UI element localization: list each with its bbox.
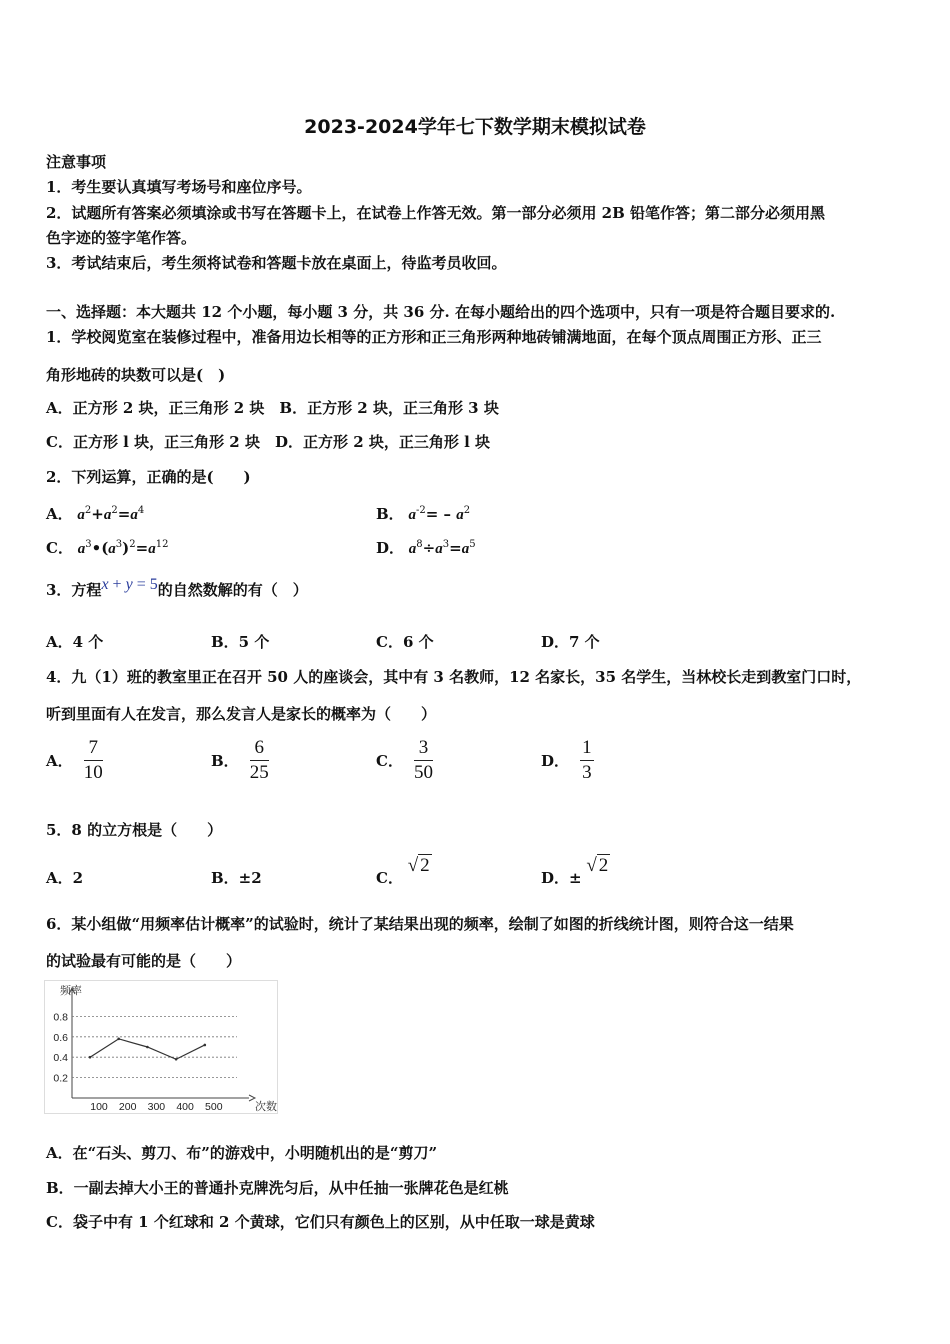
q4-a-label: A． <box>46 752 73 770</box>
chart-data-point <box>117 1038 120 1041</box>
q4-stem-1: 4．九（1）班的教室里正在召开 50 人的座谈会，其中有 3 名教师，12 名家长，35 名学生，当林校长走到教室门口时， <box>46 668 862 686</box>
q3-option-d: D．7 个 <box>541 633 600 651</box>
q2-b-expr: $a^{-2}= - a^2$ <box>408 505 471 523</box>
q2-d-expr: $a^8\div a^3=a^5$ <box>408 539 476 557</box>
q3-option-b: B．5 个 <box>211 633 270 651</box>
q5-option-b: B．±2 <box>211 869 262 887</box>
q4-a-fraction: $\frac{7}{10}$ <box>83 737 103 783</box>
page-title: 2023-2024学年七下数学期末模拟试卷 <box>304 116 646 138</box>
q4-d-fraction: $\frac{1}{3}$ <box>582 737 592 783</box>
q2-option-b <box>376 501 470 525</box>
chart-x-tick: 400 <box>176 1101 194 1113</box>
q4-b-fraction: $\frac{6}{25}$ <box>249 737 269 783</box>
chart-x-tick: 200 <box>118 1101 137 1113</box>
chart-x-label: 次数 <box>255 1101 277 1113</box>
q6-option-a: A．在“石头、剪刀、布”的游戏中，小明随机出的是“剪刀” <box>46 1144 438 1162</box>
frequency-line-chart <box>44 980 278 1114</box>
q3-prefix: 3．方程 <box>46 581 102 599</box>
q5-option-a: A．2 <box>46 869 84 887</box>
q6-option-b: B．一副去掉大小王的普通扑克牌洗匀后，从中任抽一张牌花色是红桃 <box>46 1179 509 1197</box>
chart-x-tick: 500 <box>205 1101 223 1113</box>
chart-y-label: 频率 <box>60 985 82 997</box>
q4-stem-2: 听到里面有人在发言，那么发言人是家长的概率为（ ） <box>46 705 437 723</box>
q4-c-fraction: $\frac{3}{50}$ <box>414 737 434 783</box>
notice-item-3: 3．考试结束后，考生须将试卷和答题卡放在桌面上，待监考员收回。 <box>46 254 507 272</box>
q5-option-d <box>541 855 610 887</box>
q2-a-expr: $a^2+a^2=a^4$ <box>77 505 145 523</box>
q6-stem-2: 的试验最有可能的是（ ） <box>46 952 242 970</box>
chart-data-point <box>204 1044 207 1047</box>
q3-option-a: A．4 个 <box>46 633 104 651</box>
q2-c-expr: $a^3•(a^3)^2=a^{12}$ <box>77 539 169 557</box>
chart-x-tick: 300 <box>147 1101 166 1113</box>
q1-stem-2: 角形地砖的块数可以是( ) <box>46 366 226 384</box>
chart-y-tick: 0.4 <box>53 1052 68 1065</box>
q5-d-label: D．± <box>541 869 582 887</box>
notice-item-2-cont: 色字迹的签字笔作答。 <box>46 229 197 247</box>
chart-data-point <box>175 1058 178 1061</box>
notice-item-1: 1．考生要认真填写考场号和座位序号。 <box>46 178 312 196</box>
q2-option-d <box>376 535 476 559</box>
q4-option-b <box>211 737 269 784</box>
chart-data-point <box>89 1056 92 1059</box>
section-heading: 一、选择题：本大题共 12 个小题，每小题 3 分，共 36 分. 在每小题给出的四个选项中，只有一项是符合题目要求的. <box>46 303 836 321</box>
q5-c-label: C． <box>376 869 403 887</box>
q5-c-sqrt: √ 2 <box>407 855 430 876</box>
chart-x-tick: 100 <box>90 1101 108 1113</box>
q1-options-1: A．正方形 2 块，正三角形 2 块 B．正方形 2 块，正三角形 3 块 <box>46 399 499 417</box>
q5-d-sqrt: √ 2 <box>586 855 609 876</box>
q3-stem <box>46 576 308 601</box>
q2-d-label: D． <box>376 539 405 557</box>
q3-suffix: 的自然数解的有（ ） <box>157 581 308 599</box>
q6-option-c: C．袋子中有 1 个红球和 2 个黄球，它们只有颜色上的区别，从中任取一球是黄球 <box>46 1213 595 1231</box>
q2-stem: 2．下列运算，正确的是( ) <box>46 468 251 486</box>
q4-option-a <box>46 737 103 784</box>
q4-b-label: B． <box>211 752 239 770</box>
notice-heading: 注意事项 <box>46 153 107 171</box>
q3-equation: x + y = 5 <box>101 576 158 593</box>
notice-item-2: 2．试题所有答案必须填涂或书写在答题卡上，在试卷上作答无效。第一部分必须用 2B 铅笔作答；第二部分必须用黑 <box>46 204 826 222</box>
chart-y-tick: 0.8 <box>53 1011 68 1024</box>
q2-c-label: C． <box>46 539 73 557</box>
q3-option-c: C．6 个 <box>376 633 434 651</box>
chart-data-point <box>146 1046 149 1049</box>
chart-y-tick: 0.6 <box>53 1031 68 1044</box>
q2-option-a <box>46 501 144 525</box>
q4-d-label: D． <box>541 752 570 770</box>
q2-a-label: A． <box>46 505 73 523</box>
q1-stem-1: 1．学校阅览室在装修过程中，准备用边长相等的正方形和正三角形两种地砖铺满地面，在每个顶点周围正方形、正三 <box>46 328 822 346</box>
q4-c-label: C． <box>376 752 403 770</box>
q2-b-label: B． <box>376 505 404 523</box>
q6-stem-1: 6．某小组做“用频率估计概率”的试验时，统计了某结果出现的频率，绘制了如图的折线统计图，则符合这一结果 <box>46 915 794 933</box>
q4-option-c <box>376 737 433 784</box>
q1-options-2: C．正方形 l 块，正三角形 2 块 D．正方形 2 块，正三角形 l 块 <box>46 433 490 451</box>
q5-option-c <box>376 855 432 887</box>
chart-frame <box>45 981 278 1114</box>
q2-option-c <box>46 535 168 559</box>
chart-y-tick: 0.2 <box>53 1072 68 1085</box>
q4-option-d <box>541 737 594 784</box>
q5-stem: 5．8 的立方根是（ ） <box>46 821 223 839</box>
